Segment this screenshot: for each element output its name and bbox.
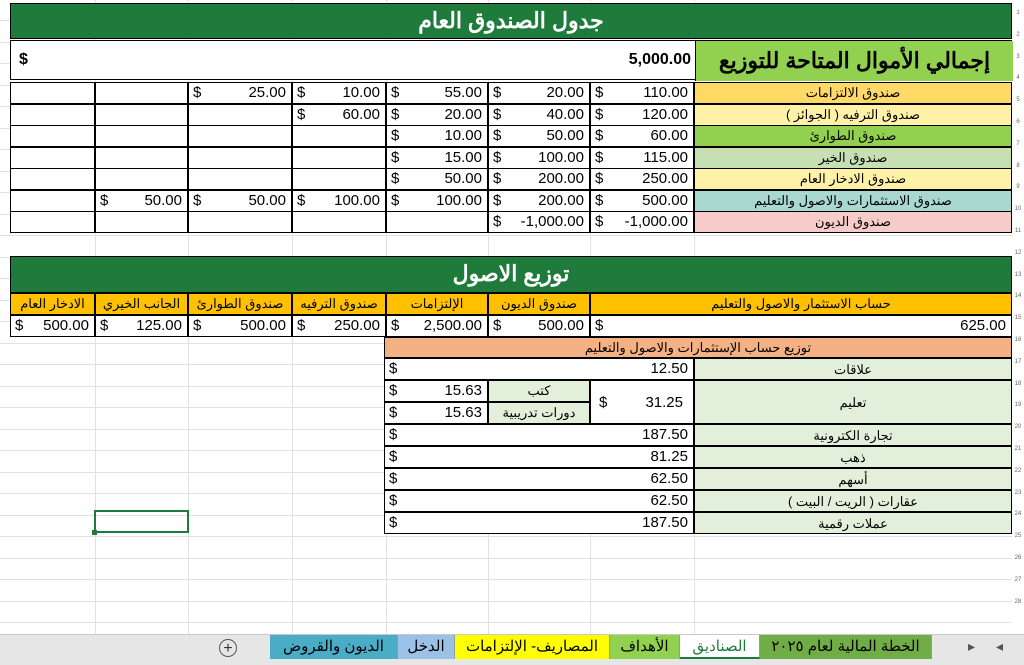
gridline: [0, 536, 1012, 537]
invest-value-cell[interactable]: [590, 380, 694, 424]
asset-header: حساب الاستثمار والاصول والتعليم: [590, 293, 1012, 315]
invest-label: تعليم: [694, 380, 1012, 424]
invest-value: 81.25: [650, 448, 688, 465]
currency-symbol: $: [493, 127, 502, 144]
row-number[interactable]: 23: [1014, 489, 1022, 496]
fund-value-cell[interactable]: [386, 168, 488, 190]
fund-label: صندوق الاستثمارات والاصول والتعليم: [694, 190, 1012, 212]
asset-value-cell[interactable]: [292, 315, 386, 337]
fund-value: 120.00: [642, 105, 688, 123]
fund-label: صندوق الترفيه ( الجوائز ): [694, 104, 1012, 126]
row-number[interactable]: 9: [1016, 184, 1020, 191]
currency-symbol: $: [389, 514, 398, 531]
fund-value: 500.00: [642, 191, 688, 209]
row-number[interactable]: 25: [1014, 533, 1022, 540]
currency-symbol: $: [15, 317, 24, 334]
fund-value: 50.00: [248, 191, 286, 209]
asset-header: صندوق الديون: [488, 293, 590, 315]
invest-value: 187.50: [642, 426, 688, 443]
row-number[interactable]: 15: [1014, 315, 1022, 322]
currency-symbol: $: [493, 213, 502, 230]
fund-value: 50.00: [546, 127, 584, 144]
sheet-tab[interactable]: الدخل: [398, 635, 455, 659]
asset-header: صندوق الترفيه: [292, 293, 386, 315]
total-currency: $: [19, 51, 28, 68]
invest-value: 62.50: [650, 470, 688, 487]
invest-value-cell[interactable]: [384, 512, 694, 534]
sheet-tab[interactable]: الديون والقروض: [270, 635, 398, 659]
asset-value-cell[interactable]: [10, 315, 95, 337]
fund-value-cell[interactable]: [95, 211, 188, 233]
currency-symbol: $: [389, 382, 398, 399]
asset-header: الإلتزامات: [386, 293, 488, 315]
row-number[interactable]: 8: [1016, 162, 1020, 169]
gridline: [0, 601, 1012, 602]
invest-label: عقارات ( الريت / البيت ): [694, 490, 1012, 512]
fund-value-cell[interactable]: [188, 168, 292, 190]
currency-symbol: $: [391, 170, 400, 187]
currency-symbol: $: [297, 317, 306, 334]
fund-value-cell[interactable]: [590, 211, 694, 233]
currency-symbol: $: [493, 105, 502, 123]
currency-symbol: $: [297, 191, 306, 209]
fund-value-cell[interactable]: [590, 125, 694, 147]
currency-symbol: $: [297, 105, 306, 123]
assets-title: توزيع الاصول: [10, 256, 1012, 293]
fund-value-cell[interactable]: [488, 125, 590, 147]
fund-value: -1,000.00: [624, 213, 688, 230]
gridline: [0, 622, 1012, 623]
invest-label: علاقات: [694, 358, 1012, 380]
asset-value: 125.00: [136, 317, 182, 334]
nav-next-icon[interactable]: ▸: [968, 638, 976, 654]
invest-sub-value: 15.63: [444, 382, 482, 399]
asset-header: الادخار العام: [10, 293, 95, 315]
fund-value-cell[interactable]: [10, 147, 95, 169]
invest-label: ذهب: [694, 446, 1012, 468]
currency-symbol: $: [391, 191, 400, 209]
fund-value: 100.00: [538, 148, 584, 166]
asset-value-cell[interactable]: [590, 315, 1012, 337]
invest-value: 31.25: [645, 394, 683, 411]
asset-value-cell[interactable]: [95, 315, 188, 337]
fund-value: 10.00: [342, 84, 380, 101]
fund-value-cell[interactable]: [10, 190, 95, 212]
row-number[interactable]: 19: [1014, 402, 1022, 409]
invest-label: عملات رقمية: [694, 512, 1012, 534]
sheet-tab-bar: [0, 634, 1024, 665]
fund-value: 20.00: [444, 105, 482, 123]
fund-value-cell[interactable]: [488, 211, 590, 233]
fund-label: صندوق الطوارئ: [694, 125, 1012, 147]
total-funds-label: إجمالي الأموال المتاحة للتوزيع: [695, 41, 1013, 81]
currency-symbol: $: [595, 105, 604, 123]
currency-symbol: $: [391, 105, 400, 123]
fund-value: 50.00: [444, 170, 482, 187]
currency-symbol: $: [193, 84, 202, 101]
fund-value-cell[interactable]: [95, 82, 188, 104]
invest-value: 62.50: [650, 492, 688, 509]
fund-label: صندوق الادخار العام: [694, 168, 1012, 190]
fund-value-cell[interactable]: [188, 211, 292, 233]
fund-value-cell[interactable]: [95, 190, 188, 212]
row-number[interactable]: 22: [1014, 467, 1022, 474]
invest-sub-value: 15.63: [444, 404, 482, 421]
currency-symbol: $: [493, 191, 502, 209]
fund-value: 115.00: [643, 148, 688, 166]
currency-symbol: $: [493, 170, 502, 187]
currency-symbol: $: [389, 404, 398, 421]
currency-symbol: $: [297, 84, 306, 101]
currency-symbol: $: [389, 470, 398, 487]
currency-symbol: $: [100, 191, 109, 209]
row-number[interactable]: 13: [1014, 271, 1022, 278]
sheet-tab[interactable]: الصناديق: [680, 635, 760, 659]
row-number[interactable]: 14: [1014, 293, 1022, 300]
row-number[interactable]: 26: [1014, 555, 1022, 561]
fund-value: 40.00: [546, 105, 584, 123]
fund-value-cell[interactable]: [10, 125, 95, 147]
row-number[interactable]: 28: [1014, 598, 1022, 605]
currency-symbol: $: [391, 84, 400, 101]
currency-symbol: $: [389, 448, 398, 465]
fund-value: 20.00: [546, 84, 584, 101]
fund-value-cell[interactable]: [292, 168, 386, 190]
row-number[interactable]: 16: [1014, 337, 1022, 343]
row-number[interactable]: 21: [1014, 446, 1022, 452]
invest-value-cell[interactable]: [384, 468, 694, 490]
asset-value-cell[interactable]: [488, 315, 590, 337]
fund-value: 200.00: [538, 170, 584, 187]
asset-value: 625.00: [960, 317, 1006, 334]
fund-value-cell[interactable]: [386, 82, 488, 104]
gridline: [0, 579, 1012, 580]
fund-value: 10.00: [444, 127, 482, 144]
row-number[interactable]: 10: [1014, 206, 1022, 213]
fund-value-cell[interactable]: [10, 211, 95, 233]
invest-sub-value-cell[interactable]: [384, 402, 488, 424]
fund-value-cell[interactable]: [10, 104, 95, 126]
fund-value: 15.00: [444, 148, 482, 166]
fill-handle[interactable]: [92, 530, 97, 535]
fund-value-cell[interactable]: [188, 190, 292, 212]
currency-symbol: $: [193, 191, 202, 209]
currency-symbol: $: [389, 426, 398, 443]
fund-value-cell[interactable]: [95, 168, 188, 190]
asset-header: الجانب الخيري: [95, 293, 188, 315]
active-cell[interactable]: [94, 510, 189, 533]
fund-table-title: جدول الصندوق العام: [10, 3, 1012, 39]
fund-value-cell[interactable]: [488, 147, 590, 169]
fund-value-cell[interactable]: [386, 125, 488, 147]
invest-value-cell[interactable]: [384, 446, 694, 468]
invest-label: تجارة الكترونية: [694, 424, 1012, 446]
fund-value-cell[interactable]: [386, 147, 488, 169]
currency-symbol: $: [595, 213, 604, 230]
asset-value: 500.00: [240, 317, 286, 334]
fund-label: صندوق الخير: [694, 147, 1012, 169]
plus-icon: +: [223, 640, 233, 657]
asset-value-cell[interactable]: [386, 315, 488, 337]
row-number[interactable]: 20: [1014, 424, 1022, 431]
fund-value-cell[interactable]: [10, 82, 95, 104]
currency-symbol: $: [595, 191, 604, 209]
currency-symbol: $: [595, 148, 604, 166]
fund-value-cell[interactable]: [292, 190, 386, 212]
row-number[interactable]: 2: [1016, 31, 1020, 38]
total-value: 5,000.00: [628, 51, 691, 68]
total-funds-row: [10, 40, 1012, 80]
fund-value-cell[interactable]: [590, 82, 694, 104]
row-number[interactable]: 17: [1014, 358, 1022, 365]
invest-sub-value-cell[interactable]: [384, 380, 488, 402]
fund-value-cell[interactable]: [95, 125, 188, 147]
sheet-tab[interactable]: الأهداف: [610, 635, 680, 659]
currency-symbol: $: [595, 84, 604, 101]
fund-value-cell[interactable]: [386, 211, 488, 233]
fund-value-cell[interactable]: [292, 211, 386, 233]
fund-value: 55.00: [444, 84, 482, 101]
fund-label: صندوق الالتزامات: [694, 82, 1012, 104]
currency-symbol: $: [193, 317, 202, 334]
invest-sub-label: كتب: [488, 380, 590, 402]
fund-value-cell[interactable]: [188, 147, 292, 169]
currency-symbol: $: [391, 127, 400, 144]
fund-value-cell[interactable]: [488, 82, 590, 104]
invest-value: 187.50: [642, 514, 688, 531]
currency-symbol: $: [389, 492, 398, 509]
fund-value-cell[interactable]: [590, 147, 694, 169]
fund-value-cell[interactable]: [292, 82, 386, 104]
currency-symbol: $: [493, 84, 502, 101]
currency-symbol: $: [493, 317, 502, 334]
row-number[interactable]: 27: [1014, 576, 1022, 583]
asset-value-cell[interactable]: [188, 315, 292, 337]
fund-value: 60.00: [650, 127, 688, 144]
invest-sub-label: دورات تدريبية: [488, 402, 590, 424]
fund-value-cell[interactable]: [590, 190, 694, 212]
fund-value-cell[interactable]: [10, 168, 95, 190]
row-number[interactable]: 3: [1016, 53, 1020, 60]
asset-value: 250.00: [334, 317, 380, 334]
add-sheet-button[interactable]: [219, 639, 237, 657]
invest-value: 12.50: [650, 360, 688, 377]
fund-value-cell[interactable]: [188, 82, 292, 104]
fund-value-cell[interactable]: [292, 104, 386, 126]
asset-value: 500.00: [538, 317, 584, 334]
invest-value-cell[interactable]: [384, 424, 694, 446]
invest-title: توزيع حساب الإستثمارات والاصول والتعليم: [384, 337, 1012, 358]
fund-value: 200.00: [538, 191, 584, 209]
fund-value: 50.00: [144, 191, 182, 209]
fund-value-cell[interactable]: [292, 147, 386, 169]
fund-value-cell[interactable]: [488, 190, 590, 212]
currency-symbol: $: [493, 148, 502, 166]
currency-symbol: $: [391, 317, 400, 334]
fund-value-cell[interactable]: [95, 104, 188, 126]
row-number[interactable]: 12: [1014, 249, 1022, 256]
fund-value-cell[interactable]: [188, 104, 292, 126]
currency-symbol: $: [391, 148, 400, 166]
sheet-tab[interactable]: المصاريف- الإلتزامات: [455, 635, 610, 659]
fund-value: 110.00: [643, 84, 688, 101]
gridline: [0, 558, 1012, 559]
fund-value-cell[interactable]: [488, 104, 590, 126]
sheet-tab[interactable]: الخطة المالية لعام ٢٠٢٥: [760, 635, 932, 659]
fund-label: صندوق الديون: [694, 211, 1012, 233]
row-number[interactable]: 1: [1016, 10, 1020, 16]
fund-value-cell[interactable]: [292, 125, 386, 147]
currency-symbol: $: [595, 170, 604, 187]
fund-value: 100.00: [334, 191, 380, 209]
fund-value: 60.00: [342, 105, 380, 123]
fund-value-cell[interactable]: [95, 147, 188, 169]
fund-value-cell[interactable]: [188, 125, 292, 147]
currency-symbol: $: [599, 394, 608, 411]
fund-value-cell[interactable]: [386, 104, 488, 126]
nav-prev-icon[interactable]: ◂: [996, 638, 1004, 654]
currency-symbol: $: [389, 360, 398, 377]
currency-symbol: $: [100, 317, 109, 334]
fund-value-cell[interactable]: [590, 104, 694, 126]
currency-symbol: $: [595, 317, 604, 334]
row-number[interactable]: 7: [1016, 140, 1020, 147]
fund-value: 250.00: [642, 170, 688, 187]
fund-value-cell[interactable]: [386, 190, 488, 212]
gridline: [0, 235, 1012, 236]
fund-value: 100.00: [436, 191, 482, 209]
row-number[interactable]: 6: [1016, 119, 1020, 125]
invest-value-cell[interactable]: [384, 490, 694, 512]
invest-value-cell[interactable]: [384, 358, 694, 380]
asset-value: 2,500.00: [423, 317, 482, 334]
row-number[interactable]: 18: [1014, 380, 1022, 387]
fund-value: -1,000.00: [520, 213, 584, 230]
fund-value-cell[interactable]: [590, 168, 694, 190]
row-number[interactable]: 5: [1016, 97, 1020, 104]
asset-header: صندوق الطوارئ: [188, 293, 292, 315]
invest-label: أسهم: [694, 468, 1012, 490]
row-number[interactable]: 11: [1014, 228, 1022, 234]
fund-value-cell[interactable]: [488, 168, 590, 190]
fund-value: 25.00: [248, 84, 286, 101]
row-number[interactable]: 24: [1014, 511, 1022, 518]
row-number[interactable]: 4: [1016, 75, 1020, 82]
currency-symbol: $: [595, 127, 604, 144]
asset-value: 500.00: [43, 317, 89, 334]
